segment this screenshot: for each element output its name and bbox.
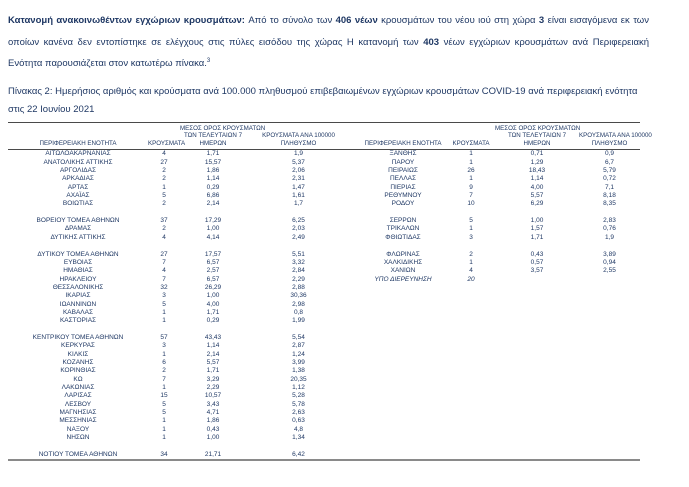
avg7-value: 5,57: [530, 192, 544, 200]
cases-value: 2: [469, 250, 473, 258]
cases-value: 5: [162, 409, 166, 417]
region-name: ΒΟΙΩΤΙΑΣ: [62, 200, 94, 208]
per100k-value: 2,87: [292, 342, 305, 350]
col-header-avg7-right-line1: ΜΕΣΟΣ ΟΡΟΣ ΚΡΟΥΣΜΑΤΩΝ: [495, 125, 581, 132]
per100k-value: 1,7: [293, 200, 304, 208]
col-header-avg7-left-line2: ΤΩΝ ΤΕΛΕΥΤΑΙΩΝ 7: [183, 132, 243, 140]
cases-value: 1: [469, 258, 473, 266]
avg7-value: 2,29: [206, 384, 220, 392]
region-name: ΕΥΒΟΙΑΣ: [63, 258, 93, 266]
table-row: [8, 384, 640, 392]
per100k-value: 5,51: [292, 250, 305, 258]
cases-value: 2: [162, 367, 166, 375]
avg7-value: 3,43: [206, 400, 220, 408]
region-name: ΠΙΕΡΙΑΣ: [390, 183, 416, 191]
table-row: [8, 334, 640, 342]
per100k-value: 1,9: [604, 233, 615, 241]
table-row: [8, 292, 640, 300]
col-header-per100k-left-line1: ΚΡΟΥΣΜΑΤΑ ΑΝΑ 100000: [262, 132, 335, 140]
per100k-value: 1,12: [292, 384, 305, 392]
region-name: ΘΕΣΣΑΛΟΝΙΚΗΣ: [52, 283, 104, 291]
region-name: ΡΟΔΟΥ: [391, 200, 415, 208]
col-header-per100k-right-line1: ΚΡΟΥΣΜΑΤΑ ΑΝΑ 100000: [579, 132, 652, 140]
cases-value: 1: [162, 308, 166, 316]
cases-value: 27: [160, 158, 168, 166]
region-name: ΚΩ: [73, 375, 83, 383]
region-name: ΝΗΣΩΝ: [66, 434, 90, 442]
per100k-value: 20,35: [290, 375, 307, 383]
region-name: ΑΝΑΤΟΛΙΚΗΣ ΑΤΤΙΚΗΣ: [43, 158, 113, 166]
avg7-value: 1,29: [530, 158, 544, 166]
region-name: ΚΟΖΑΝΗΣ: [62, 358, 94, 366]
col-header-avg7-right: [495, 125, 579, 147]
avg7-value: 21,71: [204, 450, 222, 458]
col-header-avg7-right-line3: ΗΜΕΡΩΝ: [523, 139, 551, 147]
table-row: [8, 234, 640, 242]
cases-value: 7: [162, 275, 166, 283]
table-row: [8, 451, 640, 459]
table-row: [8, 217, 640, 225]
avg7-value: 0,29: [206, 183, 220, 191]
avg7-value: 43,43: [204, 333, 222, 341]
cases-table: [8, 122, 652, 461]
table-row: [8, 300, 640, 308]
cases-value: 4: [162, 267, 166, 275]
per100k-value: 4,8: [293, 425, 304, 433]
avg7-value: 1,86: [206, 167, 220, 175]
avg7-value: 0,71: [530, 150, 544, 158]
cases-value: 2: [162, 167, 166, 175]
avg7-value: 3,29: [206, 375, 220, 383]
per100k-value: 2,31: [292, 175, 305, 183]
cases-value: 3: [469, 233, 473, 241]
table-row: [8, 417, 640, 425]
per100k-value: 1,47: [292, 183, 305, 191]
table-row: [8, 275, 640, 283]
cases-value: 10: [467, 200, 475, 208]
avg7-value: 3,57: [530, 267, 544, 275]
cases-value: 1: [162, 384, 166, 392]
per100k-value: 0,94: [603, 258, 616, 266]
per100k-value: 3,32: [292, 258, 305, 266]
col-header-avg7-left-line1: ΜΕΣΟΣ ΟΡΟΣ ΚΡΟΥΣΜΑΤΩΝ: [180, 125, 266, 132]
cases-value: 57: [160, 333, 168, 341]
table-body: [8, 150, 640, 459]
per100k-value: 1,61: [292, 192, 305, 200]
region-name: ΛΑΚΩΝΙΑΣ: [61, 384, 95, 392]
avg7-value: 0,43: [530, 250, 544, 258]
per100k-value: 5,78: [292, 400, 305, 408]
per100k-value: 0,9: [604, 150, 615, 158]
region-name: ΞΑΝΘΗΣ: [389, 150, 417, 158]
per100k-value: 0,8: [293, 308, 304, 316]
table-header-row: [8, 123, 652, 150]
avg7-value: 2,57: [206, 267, 220, 275]
table-row: [8, 184, 640, 192]
cases-value: 4: [469, 267, 473, 275]
region-name: ΦΘΙΩΤΙΔΑΣ: [385, 233, 421, 241]
region-name: ΔΥΤΙΚΟΥ ΤΟΜΕΑ ΑΘΗΝΩΝ: [37, 250, 119, 258]
region-name: ΑΙΤΩΛΟΑΚΑΡΝΑΝΙΑΣ: [45, 150, 111, 158]
region-name: ΠΕΛΛΑΣ: [389, 175, 417, 183]
cases-value: 32: [160, 283, 168, 291]
intro-paragraph: Κατανομή ανακοινωθέντων εγχώριων κρουσμάτων: Από το σύνολο των 406 νέων κρουσμάτων του νέου ιού στη χώρα 3 είναι εισαγόμενα εκ των οποίων κανένα δεν εντοπίστηκε σε ελέγχους στις πύλες εισόδου της χώρας Η κατανομή των 403 νέων εγχώριων κρουσμάτων ανά Περιφερειακή Ενότητα παρουσιάζεται στον κατωτέρω πίνακα.$^3$: [8, 15, 649, 69]
per100k-value: 2,06: [292, 167, 305, 175]
table-row: [8, 309, 640, 317]
per100k-value: 5,37: [292, 158, 305, 166]
region-name: ΜΑΓΝΗΣΙΑΣ: [59, 409, 97, 417]
per100k-value: 0,76: [603, 225, 616, 233]
table-row: [8, 442, 640, 450]
cases-value: 1: [469, 225, 473, 233]
region-name: ΙΚΑΡΙΑΣ: [65, 292, 91, 300]
cases-value: 5: [162, 400, 166, 408]
avg7-value: 6,57: [206, 258, 220, 266]
table-row: [8, 359, 640, 367]
cases-value: 37: [160, 217, 168, 225]
region-name: ΚΑΣΤΟΡΙΑΣ: [59, 317, 97, 325]
cases-value: 26: [467, 167, 475, 175]
table-row: [8, 159, 640, 167]
cases-value: 7: [162, 258, 166, 266]
avg7-value: 0,57: [530, 258, 544, 266]
table-row: [8, 426, 640, 434]
table-row: [8, 284, 640, 292]
region-name: ΑΡΤΑΣ: [67, 183, 89, 191]
per100k-value: 30,36: [290, 292, 307, 300]
table-row: [8, 225, 640, 233]
per100k-value: 6,25: [292, 217, 305, 225]
cases-value: 1: [469, 150, 473, 158]
region-name: ΝΟΤΙΟΥ ΤΟΜΕΑ ΑΘΗΝΩΝ: [38, 450, 118, 458]
per100k-value: 2,29: [292, 275, 305, 283]
col-header-cases-right: ΚΡΟΥΣΜΑΤΑ: [452, 139, 490, 147]
avg7-value: 17,57: [204, 250, 222, 258]
region-name: ΑΡΓΟΛΙΔΑΣ: [59, 167, 97, 175]
per100k-value: 2,88: [292, 283, 305, 291]
col-header-cases-left: ΚΡΟΥΣΜΑΤΑ: [148, 139, 186, 147]
col-header-per100k-right-line2: ΠΛΗΘΥΣΜΟ: [591, 139, 628, 147]
cases-value: 9: [469, 183, 473, 191]
table-row: [8, 150, 640, 158]
cases-value: 4: [162, 150, 166, 158]
per100k-value: 2,84: [292, 267, 305, 275]
table-row: [8, 200, 640, 208]
region-name: ΛΑΡΙΣΑΣ: [64, 392, 92, 400]
table-row: [8, 392, 640, 400]
per100k-value: 8,18: [603, 192, 616, 200]
table-caption: Πίνακας 2: Ημερήσιος αριθμός και κρούσματα ανά 100.000 πληθυσμού επιβεβαιωμένων εγχώριων κρουσμάτων COVID-19 ανά περιφερειακή ενότητα στις 22 Ιουνίου 2021: [8, 86, 638, 115]
avg7-value: 5,57: [206, 358, 220, 366]
cases-value: 1: [162, 425, 166, 433]
avg7-value: 0,29: [206, 317, 220, 325]
avg7-value: 1,71: [206, 150, 220, 158]
region-name: ΑΧΑΪΑΣ: [66, 192, 90, 200]
cases-value: 1: [162, 434, 166, 442]
cases-value: 7: [162, 375, 166, 383]
col-header-avg7-right-line2: ΤΩΝ ΤΕΛΕΥΤΑΙΩΝ 7: [507, 132, 567, 140]
table-row: [8, 367, 640, 375]
avg7-value: 1,14: [530, 175, 544, 183]
avg7-value: 1,14: [206, 342, 220, 350]
per100k-value: 2,83: [603, 217, 616, 225]
per100k-value: 8,35: [603, 200, 616, 208]
per100k-value: 2,55: [603, 267, 616, 275]
cases-value: 1: [162, 350, 166, 358]
avg7-value: 1,14: [206, 175, 220, 183]
avg7-value: 0,43: [206, 425, 220, 433]
cases-value: 1: [162, 417, 166, 425]
col-header-per100k-left-line2: ΠΛΗΘΥΣΜΟ: [280, 139, 317, 147]
col-header-per100k-right: [579, 132, 652, 147]
per100k-value: 5,28: [292, 392, 305, 400]
avg7-value: 2,14: [206, 350, 220, 358]
cases-value: 1: [469, 175, 473, 183]
region-name: ΙΩΑΝΝΙΝΩΝ: [59, 300, 97, 308]
avg7-value: 1,71: [206, 367, 220, 375]
per100k-value: 2,03: [292, 225, 305, 233]
avg7-value: 4,00: [206, 300, 220, 308]
per100k-value: 2,49: [292, 233, 305, 241]
region-name: ΣΕΡΡΩΝ: [389, 217, 417, 225]
cases-value: 1: [469, 158, 473, 166]
table-row: [8, 167, 640, 175]
region-name: ΡΕΘΥΜΝΟΥ: [384, 192, 422, 200]
col-header-avg7-left: [180, 125, 266, 147]
avg7-value: 6,57: [206, 275, 220, 283]
per100k-value: 3,99: [292, 358, 305, 366]
avg7-value: 1,86: [206, 417, 220, 425]
region-name: ΚΑΒΑΛΑΣ: [62, 308, 94, 316]
table-row: [8, 175, 640, 183]
cases-value: 2: [162, 175, 166, 183]
table-row: [8, 259, 640, 267]
avg7-value: 4,14: [206, 233, 220, 241]
table-row: [8, 376, 640, 384]
table-row: [8, 250, 640, 258]
per100k-value: 1,99: [292, 317, 305, 325]
per100k-value: 6,7: [604, 158, 615, 166]
cases-value: 3: [162, 342, 166, 350]
region-name: ΒΟΡΕΙΟΥ ΤΟΜΕΑ ΑΘΗΝΩΝ: [36, 217, 120, 225]
cases-value: 5: [162, 300, 166, 308]
region-name: ΚΙΛΚΙΣ: [67, 350, 89, 358]
cases-value: 1: [162, 317, 166, 325]
cases-value: 27: [160, 250, 168, 258]
per100k-value: 5,79: [603, 167, 616, 175]
per100k-value: 1,38: [292, 367, 305, 375]
cases-value: 2: [162, 225, 166, 233]
table-row: [8, 350, 640, 358]
per100k-value: 0,72: [603, 175, 616, 183]
avg7-value: 1,71: [206, 308, 220, 316]
cases-value: 2: [162, 200, 166, 208]
region-name: ΝΑΞΟΥ: [66, 425, 90, 433]
avg7-value: 1,00: [206, 225, 220, 233]
cases-value: 20: [467, 275, 475, 283]
per100k-value: 7,1: [604, 183, 615, 191]
avg7-value: 15,57: [204, 158, 222, 166]
avg7-value: 1,00: [206, 434, 220, 442]
region-name: ΚΕΡΚΥΡΑΣ: [61, 342, 95, 350]
per100k-value: 1,9: [293, 150, 304, 158]
region-name: ΥΠΟ ΔΙΕΡΕΥΝΗΣΗ: [374, 275, 432, 283]
per100k-value: 1,34: [292, 434, 305, 442]
avg7-value: 17,29: [204, 217, 222, 225]
avg7-value: 4,71: [206, 409, 220, 417]
table-row: [8, 209, 640, 217]
avg7-value: 10,57: [204, 392, 222, 400]
cases-value: 5: [162, 192, 166, 200]
table-row: [8, 409, 640, 417]
cases-value: 4: [162, 233, 166, 241]
cases-value: 6: [162, 358, 166, 366]
cases-value: 5: [469, 217, 473, 225]
col-header-avg7-left-line3: ΗΜΕΡΩΝ: [199, 139, 227, 147]
per100k-value: 5,54: [292, 333, 305, 341]
per100k-value: 0,63: [292, 417, 305, 425]
cases-value: 15: [160, 392, 168, 400]
region-name: ΚΕΝΤΡΙΚΟΥ ΤΟΜΕΑ ΑΘΗΝΩΝ: [32, 333, 124, 341]
region-name: ΤΡΙΚΑΛΩΝ: [386, 225, 420, 233]
avg7-value: 2,14: [206, 200, 220, 208]
col-header-per100k-left: [246, 132, 351, 147]
region-name: ΔΡΑΜΑΣ: [64, 225, 92, 233]
avg7-value: 4,00: [530, 183, 544, 191]
region-name: ΠΑΡΟΥ: [391, 158, 415, 166]
per100k-value: 1,24: [292, 350, 305, 358]
region-name: ΚΟΡΙΝΘΙΑΣ: [60, 367, 96, 375]
region-name: ΑΡΚΑΔΙΑΣ: [62, 175, 94, 183]
table-row: [8, 434, 640, 442]
cases-value: 1: [162, 183, 166, 191]
table-row: [8, 317, 640, 325]
table-row: [8, 325, 640, 333]
avg7-value: 26,29: [204, 283, 222, 291]
cases-value: 3: [162, 292, 166, 300]
table-row: [8, 342, 640, 350]
avg7-value: 1,57: [530, 225, 544, 233]
avg7-value: 1,00: [530, 217, 544, 225]
cases-value: 34: [160, 450, 168, 458]
col-header-region-left: ΠΕΡΙΦΕΡΕΙΑΚΗ ΕΝΟΤΗΤΑ: [39, 139, 117, 147]
per100k-value: 3,89: [603, 250, 616, 258]
avg7-value: 6,86: [206, 192, 220, 200]
avg7-value: 1,71: [530, 233, 544, 241]
avg7-value: 18,43: [528, 167, 546, 175]
table-row: [8, 242, 640, 250]
region-name: ΔΥΤΙΚΗΣ ΑΤΤΙΚΗΣ: [50, 233, 106, 241]
table-row: [8, 192, 640, 200]
avg7-value: 1,00: [206, 292, 220, 300]
per100k-value: 2,63: [292, 409, 305, 417]
region-name: ΜΕΣΣΗΝΙΑΣ: [59, 417, 97, 425]
per100k-value: 2,98: [292, 300, 305, 308]
avg7-value: 6,29: [530, 200, 544, 208]
table-row: [8, 401, 640, 409]
region-name: ΛΕΣΒΟΥ: [64, 400, 92, 408]
col-header-region-right: ΠΕΡΙΦΕΡΕΙΑΚΗ ΕΝΟΤΗΤΑ: [364, 139, 442, 147]
table-row: [8, 267, 640, 275]
region-name: ΦΛΩΡΙΝΑΣ: [386, 250, 420, 258]
region-name: ΗΜΑΘΙΑΣ: [63, 267, 93, 275]
region-name: ΠΕΙΡΑΙΩΣ: [388, 167, 418, 175]
per100k-value: 6,42: [292, 450, 305, 458]
region-name: ΧΑΛΚΙΔΙΚΗΣ: [383, 258, 423, 266]
region-name: ΗΡΑΚΛΕΙΟΥ: [59, 275, 97, 283]
cases-value: 7: [469, 192, 473, 200]
region-name: ΧΑΝΙΩΝ: [390, 267, 416, 275]
